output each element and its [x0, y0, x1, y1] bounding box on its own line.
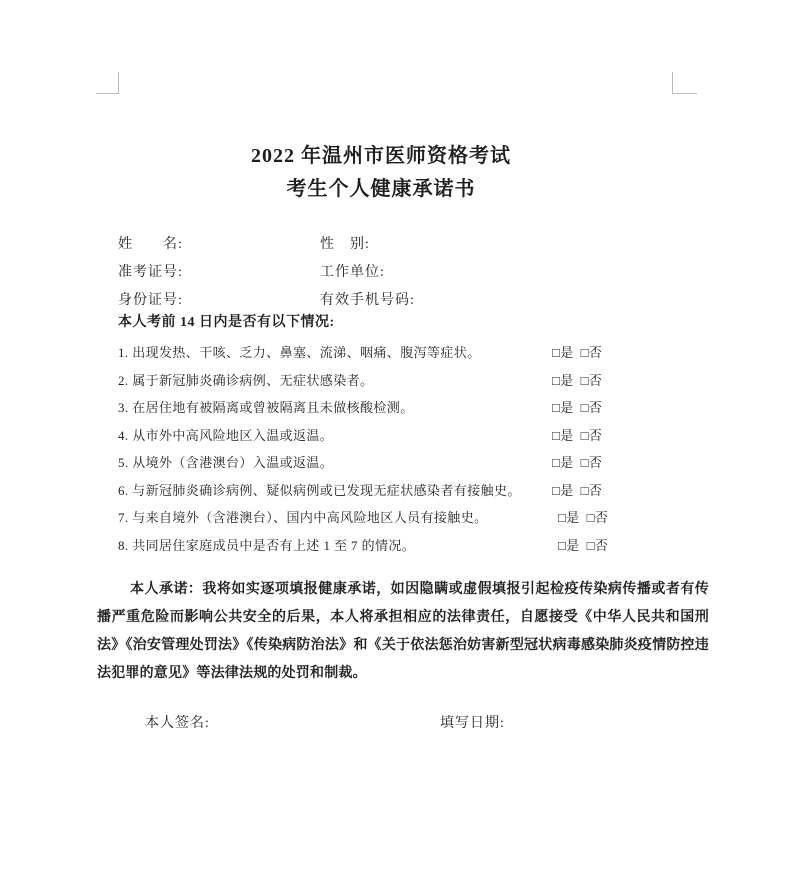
checkbox-no[interactable]: □否: [586, 510, 609, 526]
checkbox-yes[interactable]: □是: [552, 482, 574, 498]
yes-no-group: [552, 338, 602, 366]
document-title-line1: 2022 年温州市医师资格考试: [251, 145, 511, 167]
margin-corner-mark-top-right: [672, 72, 697, 94]
personal-info-fields: [118, 229, 672, 313]
checkbox-no[interactable]: □否: [580, 455, 603, 471]
yes-no-group: [552, 476, 602, 504]
commitment-paragraph: 本人承诺：我将如实逐项填报健康承诺，如因隐瞒或虚假填报引起检疫传染病传播或者有传播严重危险而影响公共安全的后果，本人将承担相应的法律责任，自愿接受《中华人民共和国刑法》《治安管理处罚法》《传染病防治法》和《关于依法惩治妨害新型冠状病毒感染肺炎疫情防控违法犯罪的意见》等法律法规的处罚和制裁。: [97, 582, 709, 681]
checkbox-yes[interactable]: □是: [552, 427, 574, 443]
document-header: [0, 140, 762, 206]
checkbox-yes[interactable]: □是: [558, 537, 580, 553]
checkbox-yes[interactable]: □是: [552, 455, 574, 471]
question-list: [118, 338, 672, 558]
checkbox-no[interactable]: □否: [580, 372, 603, 388]
checkbox-yes[interactable]: □是: [552, 345, 574, 361]
yes-no-group: [552, 448, 602, 476]
field-label-left: 姓 名:: [118, 237, 183, 252]
checkbox-no[interactable]: □否: [580, 427, 603, 443]
question-text: 7. 与来自境外（含港澳台）、国内中高风险地区人员有接触史。: [118, 510, 488, 526]
question-row: [118, 366, 672, 394]
field-label-right: 有效手机号码:: [320, 293, 415, 308]
margin-corner-mark-top-left: [96, 72, 119, 94]
yes-no-group: [552, 421, 602, 449]
question-row: [118, 393, 672, 421]
checkbox-yes[interactable]: □是: [558, 510, 580, 526]
yes-no-group: [558, 503, 608, 531]
question-row: [118, 503, 672, 531]
field-label-right: 工作单位:: [320, 265, 385, 280]
info-row: [118, 257, 672, 285]
date-label: 填写日期:: [440, 716, 505, 731]
field-label-left: 身份证号:: [118, 293, 183, 308]
question-row: [118, 421, 672, 449]
question-row: [118, 448, 672, 476]
question-text: 2. 属于新冠肺炎确诊病例、无症状感染者。: [118, 372, 374, 388]
question-row: [118, 338, 672, 366]
field-label-right: 性 别:: [320, 237, 370, 252]
info-row: [118, 285, 672, 313]
yes-no-group: [558, 531, 608, 559]
question-text: 1. 出现发热、干咳、乏力、鼻塞、流涕、咽痛、腹泻等症状。: [118, 345, 481, 361]
question-text: 3. 在居住地有被隔离或曾被隔离且未做核酸检测。: [118, 400, 414, 416]
yes-no-group: [552, 366, 602, 394]
signature-fill-area[interactable]: [218, 708, 398, 736]
question-text: 8. 共同居住家庭成员中是否有上述 1 至 7 的情况。: [118, 537, 416, 553]
field-label-left: 准考证号:: [118, 265, 183, 280]
yes-no-group: [552, 393, 602, 421]
signature-label: 本人签名:: [145, 716, 210, 731]
question-row: [118, 476, 672, 504]
question-text: 5. 从境外（含港澳台）入温或返温。: [118, 455, 334, 471]
question-text: 4. 从市外中高风险地区入温或返温。: [118, 427, 334, 443]
question-row: [118, 531, 672, 559]
checkbox-no[interactable]: □否: [580, 345, 603, 361]
info-row: [118, 229, 672, 257]
signature-row: [118, 708, 672, 736]
document-title-line2: 考生个人健康承诺书: [286, 178, 476, 200]
checkbox-no[interactable]: □否: [580, 400, 603, 416]
date-fill-area[interactable]: [513, 708, 673, 736]
checkbox-yes[interactable]: □是: [552, 372, 574, 388]
checkbox-no[interactable]: □否: [586, 537, 609, 553]
questionnaire-heading: 本人考前 14 日内是否有以下情况:: [118, 315, 335, 330]
checkbox-no[interactable]: □否: [580, 482, 603, 498]
question-text: 6. 与新冠肺炎确诊病例、疑似病例或已发现无症状感染者有接触史。: [118, 482, 521, 498]
checkbox-yes[interactable]: □是: [552, 400, 574, 416]
